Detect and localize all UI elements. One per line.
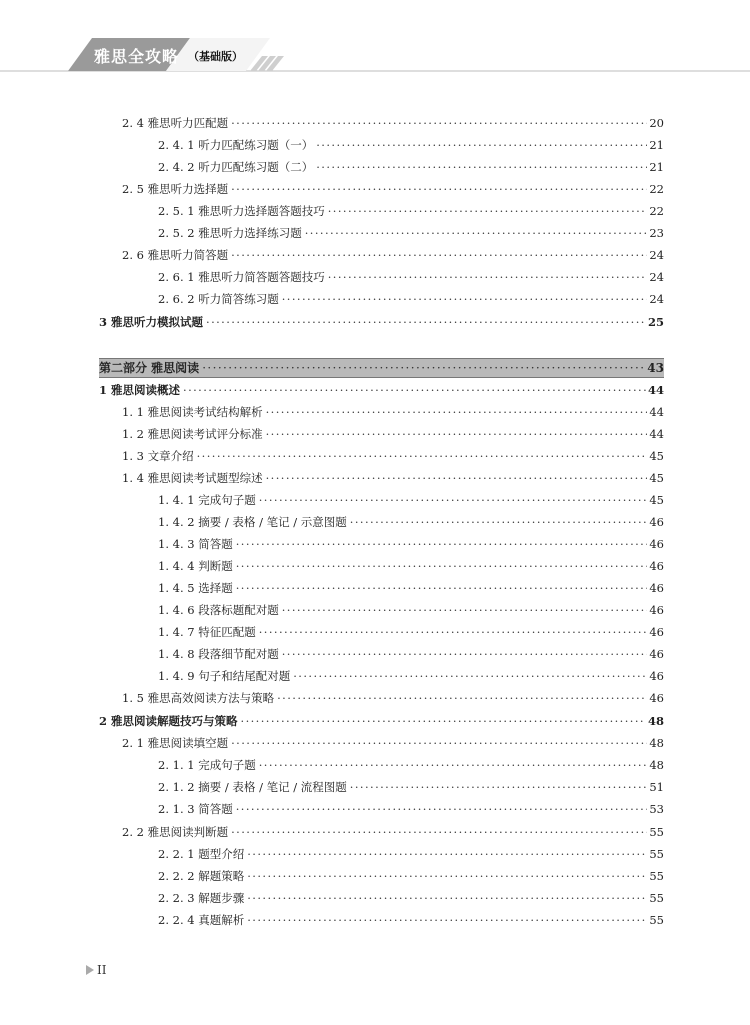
toc-entry-title: 2. 2 雅思阅读判断题: [122, 825, 229, 839]
toc-entry-page: 55: [649, 913, 664, 927]
page-footer: [86, 963, 106, 977]
toc-entry[interactable]: [158, 200, 664, 222]
toc-entry-title: 2. 6. 2 听力简答练习题: [158, 292, 279, 306]
toc-entry[interactable]: [158, 222, 664, 244]
toc-leader-dots: [206, 311, 646, 333]
toc-entry-page: 44: [647, 383, 664, 397]
toc-entry-title: 1. 3 文章介绍: [122, 449, 194, 463]
book-subtitle: （基础版）: [188, 50, 243, 63]
toc-entry-title: 2. 1 雅思阅读填空题: [122, 736, 229, 750]
toc-entry-page: 22: [649, 204, 664, 218]
toc-entry-page: 46: [649, 603, 664, 617]
toc-entry[interactable]: [158, 643, 664, 665]
toc-leader-dots: [266, 467, 648, 489]
toc-entry[interactable]: [158, 909, 664, 931]
toc-leader-dots: [282, 643, 648, 665]
toc-entry-title: 2. 2. 4 真题解析: [158, 913, 245, 927]
toc-entry-page: 21: [649, 160, 664, 174]
toc-entry[interactable]: [158, 266, 664, 288]
toc-leader-dots: [293, 665, 647, 687]
toc-entry-page: 46: [649, 537, 664, 551]
toc-entry-page: 48: [649, 758, 664, 772]
toc-entry[interactable]: [158, 865, 664, 887]
toc-entry-title: 2. 4. 2 听力匹配练习题（二）: [158, 160, 314, 174]
toc-entry-title: 1. 4. 9 句子和结尾配对题: [158, 669, 291, 683]
toc-entry-page: 22: [649, 182, 664, 196]
toc-entry-page: 46: [649, 669, 664, 683]
toc-entry-title: 2. 2. 2 解题策略: [158, 869, 245, 883]
toc-entry[interactable]: [158, 798, 664, 820]
toc-entry-title: 2. 1. 1 完成句子题: [158, 758, 256, 772]
toc-entry[interactable]: [158, 843, 664, 865]
toc-leader-dots: [231, 244, 647, 266]
page-number: II: [97, 963, 107, 977]
toc-entry[interactable]: [158, 887, 664, 909]
toc-entry-title: 2. 1. 2 摘要 / 表格 / 笔记 / 流程图题: [158, 780, 347, 794]
toc-entry-page: 55: [649, 847, 664, 861]
toc-leader-dots: [247, 843, 647, 865]
toc-entry-title: 2. 6. 1 雅思听力简答题答题技巧: [158, 270, 325, 284]
toc-entry[interactable]: [158, 288, 664, 310]
toc-entry-page: 24: [649, 270, 664, 284]
toc-leader-dots: [231, 178, 647, 200]
toc-leader-dots: [259, 754, 648, 776]
toc-entry[interactable]: [122, 178, 664, 200]
toc-entry[interactable]: [158, 156, 664, 178]
toc-entry-page: 24: [649, 292, 664, 306]
toc-entry-page: 51: [649, 780, 664, 794]
toc-leader-dots: [316, 156, 647, 178]
toc-entry[interactable]: [158, 533, 664, 555]
toc-leader-dots: [236, 798, 648, 820]
toc-entry-title: 2. 4 雅思听力匹配题: [122, 116, 229, 130]
toc-entry-page: 45: [649, 471, 664, 485]
toc-entry-title: 1. 4. 5 选择题: [158, 581, 233, 595]
toc-entry-page: 55: [649, 891, 664, 905]
toc-leader-dots: [183, 379, 646, 401]
toc-entry-page: 55: [649, 869, 664, 883]
toc-entry[interactable]: [158, 599, 664, 621]
triangle-icon: [86, 965, 94, 975]
toc-leader-dots: [197, 445, 648, 467]
toc-entry-title: 2. 2. 1 题型介绍: [158, 847, 245, 861]
toc-leader-dots: [236, 555, 648, 577]
toc-leader-dots: [236, 533, 648, 555]
toc-entry-page: 44: [649, 427, 664, 441]
toc-entry-page: 46: [649, 625, 664, 639]
toc-entry-title: 2. 6 雅思听力简答题: [122, 248, 229, 262]
toc-entry[interactable]: [99, 379, 664, 401]
toc-entry-title: 1. 4. 4 判断题: [158, 559, 233, 573]
toc-entry-title: 1. 4. 8 段落细节配对题: [158, 647, 279, 661]
toc-entry-title: 1. 5 雅思高效阅读方法与策略: [122, 691, 275, 705]
toc-entry[interactable]: [158, 621, 664, 643]
toc-entry[interactable]: [158, 511, 664, 533]
toc-entry-page: 43: [647, 361, 664, 375]
toc-leader-dots: [316, 134, 647, 156]
toc-part-heading[interactable]: [99, 358, 664, 378]
toc-leader-dots: [236, 577, 648, 599]
toc-leader-dots: [202, 359, 645, 377]
toc-entry-title: 2. 1. 3 简答题: [158, 802, 233, 816]
toc-entry-page: 44: [649, 405, 664, 419]
toc-entry-page: 45: [649, 493, 664, 507]
toc-leader-dots: [247, 887, 647, 909]
toc-entry-page: 53: [649, 802, 664, 816]
toc-entry-page: 46: [649, 559, 664, 573]
toc-entry-page: 21: [649, 138, 664, 152]
toc-entry-page: 46: [649, 691, 664, 705]
toc-leader-dots: [328, 266, 648, 288]
toc-entry-title: 1. 4. 7 特征匹配题: [158, 625, 256, 639]
toc-leader-dots: [241, 710, 646, 732]
toc-leader-dots: [277, 687, 647, 709]
toc-leader-dots: [231, 112, 647, 134]
toc-entry-page: 46: [649, 515, 664, 529]
toc-entry-page: 23: [649, 226, 664, 240]
toc-leader-dots: [247, 909, 647, 931]
toc-entry[interactable]: [122, 445, 664, 467]
toc-entry-page: 24: [649, 248, 664, 262]
book-title: 雅思全攻略: [94, 47, 180, 66]
toc-entry-title: 1. 4. 6 段落标题配对题: [158, 603, 279, 617]
toc-entry[interactable]: [158, 555, 664, 577]
toc-entry-title: 2. 5. 1 雅思听力选择题答题技巧: [158, 204, 325, 218]
toc-leader-dots: [231, 821, 647, 843]
toc-entry-title: 1. 2 雅思阅读考试评分标准: [122, 427, 263, 441]
toc-entry[interactable]: [158, 577, 664, 599]
toc-leader-dots: [328, 200, 648, 222]
toc-leader-dots: [305, 222, 648, 244]
toc-entry[interactable]: [122, 467, 664, 489]
toc-entry-title: 1. 1 雅思阅读考试结构解析: [122, 405, 263, 419]
toc-entry-title: 第二部分 雅思阅读: [99, 361, 200, 375]
toc-leader-dots: [247, 865, 647, 887]
toc-leader-dots: [282, 288, 648, 310]
toc-entry[interactable]: [122, 732, 664, 754]
toc-entry[interactable]: [122, 687, 664, 709]
toc-entry-title: 2. 2. 3 解题步骤: [158, 891, 245, 905]
toc-entry-page: 20: [649, 116, 664, 130]
toc-entry[interactable]: [158, 776, 664, 798]
toc-leader-dots: [282, 599, 648, 621]
toc-entry-page: 48: [647, 714, 664, 728]
toc-leader-dots: [231, 732, 647, 754]
toc-entry-title: 2. 4. 1 听力匹配练习题（一）: [158, 138, 314, 152]
toc-entry[interactable]: [158, 489, 664, 511]
toc-entry-title: 1. 4. 2 摘要 / 表格 / 笔记 / 示意图题: [158, 515, 347, 529]
toc-leader-dots: [350, 776, 648, 798]
toc-entry[interactable]: [99, 710, 664, 732]
toc-entry[interactable]: [158, 134, 664, 156]
toc-entry[interactable]: [122, 401, 664, 423]
toc-entry-title: 2. 5 雅思听力选择题: [122, 182, 229, 196]
toc-entry-title: 2. 5. 2 雅思听力选择练习题: [158, 226, 302, 240]
toc-entry-page: 45: [649, 449, 664, 463]
toc-leader-dots: [259, 489, 648, 511]
toc-entry-title: 1. 4. 3 简答题: [158, 537, 233, 551]
toc-entry-title: 1 雅思阅读概述: [99, 383, 181, 397]
toc-leader-dots: [266, 423, 648, 445]
toc-entry[interactable]: [122, 423, 664, 445]
toc-entry-page: 46: [649, 581, 664, 595]
toc-entry[interactable]: [122, 112, 664, 134]
toc-entry-title: 2 雅思阅读解题技巧与策略: [99, 714, 238, 728]
toc-entry[interactable]: [158, 665, 664, 687]
toc-entry-title: 1. 4 雅思阅读考试题型综述: [122, 471, 263, 485]
toc-entry[interactable]: [122, 821, 664, 843]
toc-entry[interactable]: [122, 244, 664, 266]
toc-entry[interactable]: [99, 311, 664, 333]
toc-entry-page: 46: [649, 647, 664, 661]
toc-entry-page: 25: [647, 315, 664, 329]
toc-leader-dots: [350, 511, 648, 533]
toc-leader-dots: [259, 621, 648, 643]
toc-leader-dots: [266, 401, 648, 423]
page-header: [0, 38, 750, 72]
toc-entry-title: 3 雅思听力模拟试题: [99, 315, 204, 329]
toc-entry-page: 55: [649, 825, 664, 839]
toc-entry-title: 1. 4. 1 完成句子题: [158, 493, 256, 507]
toc-entry-page: 48: [649, 736, 664, 750]
toc-entry[interactable]: [158, 754, 664, 776]
